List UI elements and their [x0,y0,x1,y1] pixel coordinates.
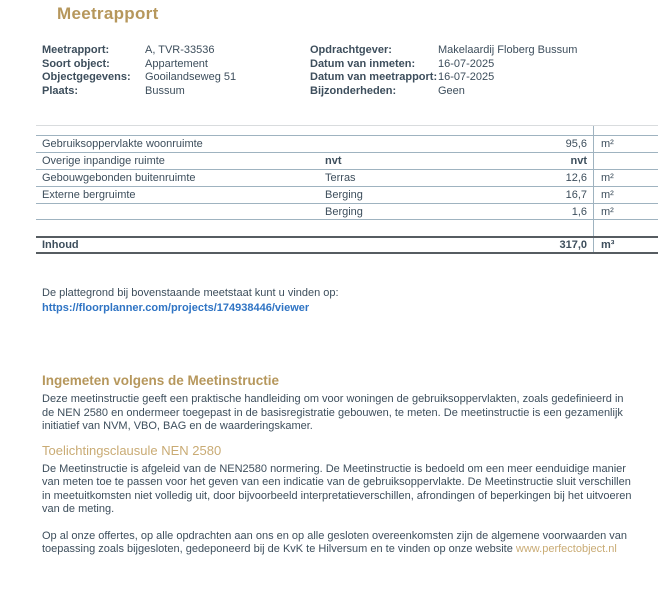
row-unit: m² [593,170,658,186]
meta-row-meetrapport [42,44,310,58]
row-unit: m² [593,187,658,203]
meta-label: Bijzonderheden: [310,84,397,97]
perfectobject-link[interactable]: www.perfectobject.nl [515,543,617,555]
meta-row-objectgegevens [42,71,310,85]
row-unit: m² [593,204,658,219]
meta-label: Opdrachtgever: [310,44,392,56]
meta-row-datum-meetrapport [310,71,640,85]
measurements-table [36,126,658,254]
row-name: Externe bergruimte [42,189,136,201]
meta-label: Meetrapport: [42,44,110,56]
row-sub: Berging [325,205,363,218]
floorplanner-link[interactable]: https://floorplanner.com/projects/174938446/viewer [42,302,310,314]
floorplan-block [42,286,642,316]
row-value: 12,6 [565,172,587,184]
section-heading-meetinstructie: Ingemeten volgens de Meetinstructie [42,373,280,388]
meta-value: Gooilandseweg 51 [145,71,237,83]
meta-value: 16-07-2025 [438,71,495,83]
meta-value: Makelaardij Floberg Bussum [438,44,578,56]
metadata-right-column [310,44,640,98]
row-name: Overige inpandige ruimte [42,155,165,167]
meta-row-opdrachtgever [310,44,640,58]
table-gap-row [36,126,658,135]
meta-value: 16-07-2025 [438,57,495,70]
unit-column-rule [593,220,658,236]
total-unit: m³ [593,238,658,252]
meta-row-soort-object [42,58,310,72]
metadata-block [42,44,660,98]
voorwaarden-text: Op al onze offertes, op alle opdrachten aan ons en op alle gesloten overeenkomsten zijn de algemene voorwaarden van toepassing zoals bijgesloten, gedeponeerd bij de KvK te Hilversum en te vinden op onze website [42,529,628,555]
row-value: 16,7 [565,189,587,201]
row-value: nvt [570,155,587,167]
row-sub: Terras [325,172,356,184]
table-row [36,152,658,169]
section-heading-toelichting: Toelichtingsclausule NEN 2580 [42,442,222,458]
unit-column-rule [593,126,658,135]
meta-label: Objectgegevens: [42,71,131,83]
meta-label: Datum van inmeten: [310,57,416,70]
table-total-row [36,236,658,254]
row-unit: m² [593,136,658,152]
meta-value: Geen [438,84,465,97]
table-spacer-row [36,220,658,236]
meta-label: Plaats: [42,84,79,97]
row-unit [593,153,658,169]
metadata-left-column [42,44,310,98]
table-row [36,135,658,152]
total-name: Inhoud [42,239,79,251]
meta-label: Soort object: [42,57,110,70]
toelichting-paragraph: De Meetinstructie is afgeleid van de NEN2580 normering. De Meetinstructie is bedoeld om een meer eenduidige manier van meten toe te passen voor het geven van een indicatie van de gebruiksoppervlakte. De Meetinstructie sluit verschillen in meetuitkomsten niet volledig uit, door bijvoorbeeld interpretatieverschillen, afrondingen of beperkingen bij het uitvoeren van de meting. [42,462,632,515]
row-name: Gebouwgebonden buitenruimte [42,172,196,184]
table-row [36,186,658,203]
meta-value: Bussum [145,84,185,97]
row-name: Gebruiksoppervlakte woonruimte [42,138,203,150]
row-value: 1,6 [571,205,587,218]
voorwaarden-paragraph [42,530,638,557]
meta-value: A, TVR-33536 [145,44,215,56]
row-sub: nvt [325,155,342,167]
meta-value: Appartement [145,57,208,70]
meta-row-datum-inmeten [310,58,640,72]
total-value: 317,0 [559,239,587,251]
table-row [36,203,658,220]
meta-row-plaats [42,85,310,99]
row-value: 95,6 [565,138,587,150]
table-row [36,169,658,186]
meetrapport-document [0,4,660,595]
floorplan-text: De plattegrond bij bovenstaande meetstaat kunt u vinden op: [42,287,339,299]
meetinstructie-paragraph: Deze meetinstructie geeft een praktische handleiding om voor woningen de gebruiksoppervlakten, zoals gedefinieerd in de NEN 2580 en ondermeer toegepast in de basisregistratie gebouwen, te meten. De meetinstructie is een gezamenlijk initiatief van NVM, VBO, BAG en de waarderingskamer. [42,393,624,432]
meta-label: Datum van meetrapport: [310,71,438,83]
row-sub: Berging [325,189,363,201]
page-title: Meetrapport [57,4,159,23]
meta-row-bijzonderheden [310,85,640,99]
